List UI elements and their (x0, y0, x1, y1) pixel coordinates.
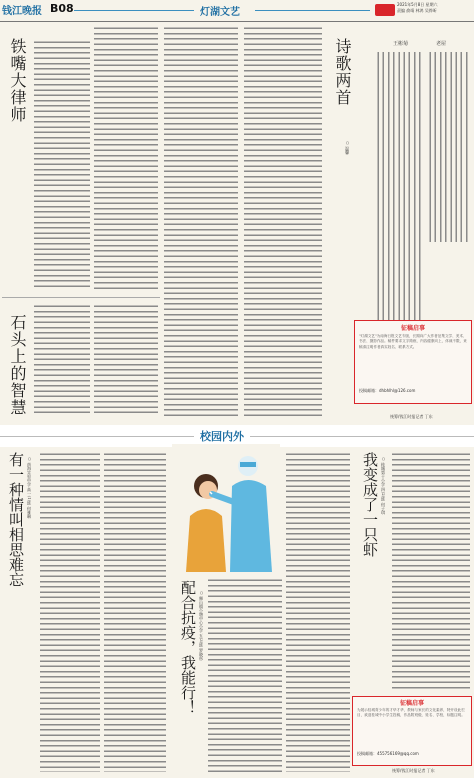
article-byline-shrimp: ○ 桂城第十小学 四(2)班 何子琪 (381, 456, 386, 515)
poem-two-lines (428, 52, 468, 242)
footer-bottom: 统筹/钱江时报记者 丁东 (392, 768, 435, 773)
article-body-stone (34, 304, 90, 416)
article-body-missing (40, 452, 100, 772)
poem-author-2: 老屋 (436, 41, 447, 47)
section-title: 灯湖文艺 (200, 7, 240, 18)
article-body-antiepidemic-2 (286, 452, 350, 772)
footer-top: 统筹/钱江时报记者 丁东 (390, 414, 433, 419)
header-bottom-rule (0, 21, 474, 22)
article-body-antiepidemic (208, 578, 282, 772)
article-body-missing-2 (104, 452, 166, 772)
notice-box (352, 696, 472, 766)
header-editors: 责编 俞靖 林鸿 吴烨昕 (397, 8, 437, 13)
article-title-shrimp: 我变成了一只虾 (361, 452, 379, 557)
article-body-col3 (164, 26, 238, 416)
header-rule-left (74, 10, 194, 11)
notice-body: 为展示桂城青少年的才华才华，教师与家长的文化素养，特开设此栏目，欢迎桂城中小学生投稿，作品附班级、姓名、学校，标题注明。 (357, 708, 465, 718)
article-byline-missing: ○ 南海实验中学 高一(1)班 何雅琳 (27, 456, 32, 519)
poem-title: 诗歌两首 (333, 38, 352, 106)
article-body-stone-2 (94, 304, 158, 416)
poem-one-lines (376, 52, 424, 332)
article-body-lawyer (34, 40, 90, 290)
section2-banner: 校园内外 (194, 428, 250, 444)
article-title-missing: 有一种情叫相思难忘 (7, 452, 25, 587)
article-title-stone: 石头上的智慧 (8, 314, 27, 416)
poem-sub: ○ 温馨 (345, 140, 350, 155)
header-date: 2021年5月8日 星期六 (397, 2, 438, 7)
poem-author-1: 王彬菊 (393, 41, 409, 47)
article-body-col4 (244, 26, 322, 416)
article-title-lawyer: 铁嘴大律师 (8, 38, 27, 123)
notice-email: 投稿邮箱：455756169@qq.com (357, 751, 419, 756)
article-byline-antiepidemic: ○ 狮山镇小塘中心小学 五(3)班 罗晓彤 (199, 590, 204, 661)
article-body-lawyer-2 (94, 26, 158, 292)
publisher-logo (375, 4, 395, 16)
page-number: B08 (50, 2, 74, 15)
divider (2, 297, 160, 298)
masthead: 钱江晚报 (2, 6, 42, 17)
header-rule-right (255, 10, 370, 11)
article-body-shrimp (392, 452, 470, 692)
notice-title: 征稿启事 (399, 700, 424, 707)
call-for-papers-email: 投稿邮箱：dhbhlhl@126.com (359, 388, 416, 393)
call-for-papers-body: "灯湖文艺"为南海日报文艺专版，长期向广大作者征集文学、美术、书法、摄影作品。稿件要求文字简练，内容健康向上，体裁不限，来稿请注明作者真实姓名、联系方式。 (359, 334, 467, 349)
call-for-papers-box (354, 320, 472, 404)
call-for-papers-title: 征稿启事 (400, 325, 425, 332)
doctor-swabbing-child-icon (172, 444, 280, 572)
article-title-antiepidemic: 配合抗疫，我能行！ (179, 580, 197, 715)
